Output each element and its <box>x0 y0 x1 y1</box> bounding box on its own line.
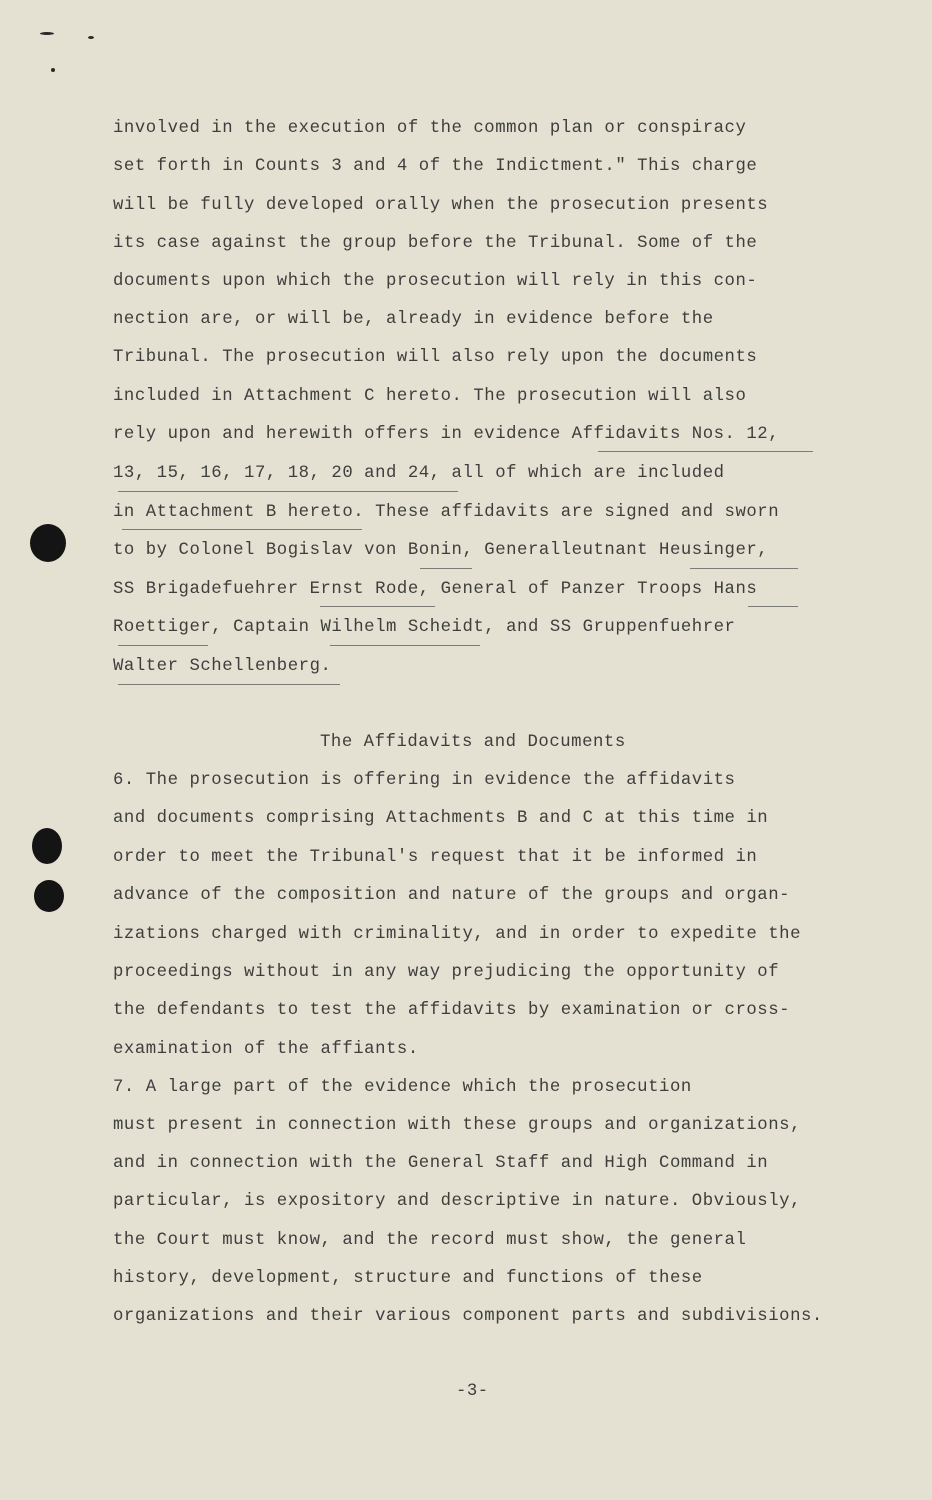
pencil-underline <box>330 645 480 646</box>
text-line: organizations and their various component parts and subdivisions. <box>113 1307 823 1326</box>
text-line: to by Colonel Bogislav von Bonin, Generalleutnant Heusinger, <box>113 541 769 560</box>
pencil-underline <box>118 491 458 492</box>
text-line: history, development, structure and functions of these <box>113 1269 703 1288</box>
text-line: izations charged with criminality, and in order to expedite the <box>113 925 801 944</box>
page-number: -3- <box>456 1382 489 1401</box>
text-line: advance of the composition and nature of the groups and organ- <box>113 886 791 905</box>
pencil-underline <box>118 645 208 646</box>
punch-hole-lower <box>34 880 64 912</box>
ink-speck <box>88 36 94 39</box>
text-line: particular, is expository and descriptive in nature. Obviously, <box>113 1192 801 1211</box>
text-line: must present in connection with these groups and organizations, <box>113 1116 801 1135</box>
text-line: the Court must know, and the record must show, the general <box>113 1231 747 1250</box>
pencil-underline <box>748 606 798 607</box>
text-line: and documents comprising Attachments B and C at this time in <box>113 809 769 828</box>
ink-speck <box>40 32 54 35</box>
pencil-underline <box>598 451 813 452</box>
text-line: examination of the affiants. <box>113 1040 419 1059</box>
text-line: proceedings without in any way prejudicing the opportunity of <box>113 963 780 982</box>
pencil-underline <box>122 529 362 530</box>
text-line: 6. The prosecution is offering in evidence the affidavits <box>113 771 736 790</box>
text-line: involved in the execution of the common plan or conspiracy <box>113 119 747 138</box>
pencil-underline <box>690 568 798 569</box>
text-line: Roettiger, Captain Wilhelm Scheidt, and SS Gruppenfuehrer <box>113 618 736 637</box>
text-line: rely upon and herewith offers in evidence Affidavits Nos. 12, <box>113 425 780 444</box>
text-line: will be fully developed orally when the prosecution presents <box>113 196 769 215</box>
pencil-underline <box>420 568 472 569</box>
text-line: included in Attachment C hereto. The prosecution will also <box>113 387 747 406</box>
text-line: Walter Schellenberg. <box>113 657 332 676</box>
text-line: order to meet the Tribunal's request that it be informed in <box>113 848 758 867</box>
text-line: set forth in Counts 3 and 4 of the Indictment." This charge <box>113 157 758 176</box>
text-line: 13, 15, 16, 17, 18, 20 and 24, all of which are included <box>113 464 725 483</box>
text-line: the defendants to test the affidavits by examination or cross- <box>113 1001 791 1020</box>
punch-hole-middle <box>32 828 62 864</box>
pencil-underline <box>118 684 340 685</box>
text-line: documents upon which the prosecution will rely in this con- <box>113 272 758 291</box>
text-line: its case against the group before the Tribunal. Some of the <box>113 234 758 253</box>
text-line: Tribunal. The prosecution will also rely upon the documents <box>113 348 758 367</box>
text-line: nection are, or will be, already in evidence before the <box>113 310 714 329</box>
text-line: 7. A large part of the evidence which the prosecution <box>113 1078 692 1097</box>
ink-speck <box>51 68 55 72</box>
pencil-underline <box>320 606 435 607</box>
punch-hole-top <box>30 524 66 562</box>
text-line: in Attachment B hereto. These affidavits are signed and sworn <box>113 503 780 522</box>
text-line: and in connection with the General Staff and High Command in <box>113 1154 769 1173</box>
text-line: SS Brigadefuehrer Ernst Rode, General of Panzer Troops Hans <box>113 580 758 599</box>
section-heading: The Affidavits and Documents <box>320 733 626 752</box>
